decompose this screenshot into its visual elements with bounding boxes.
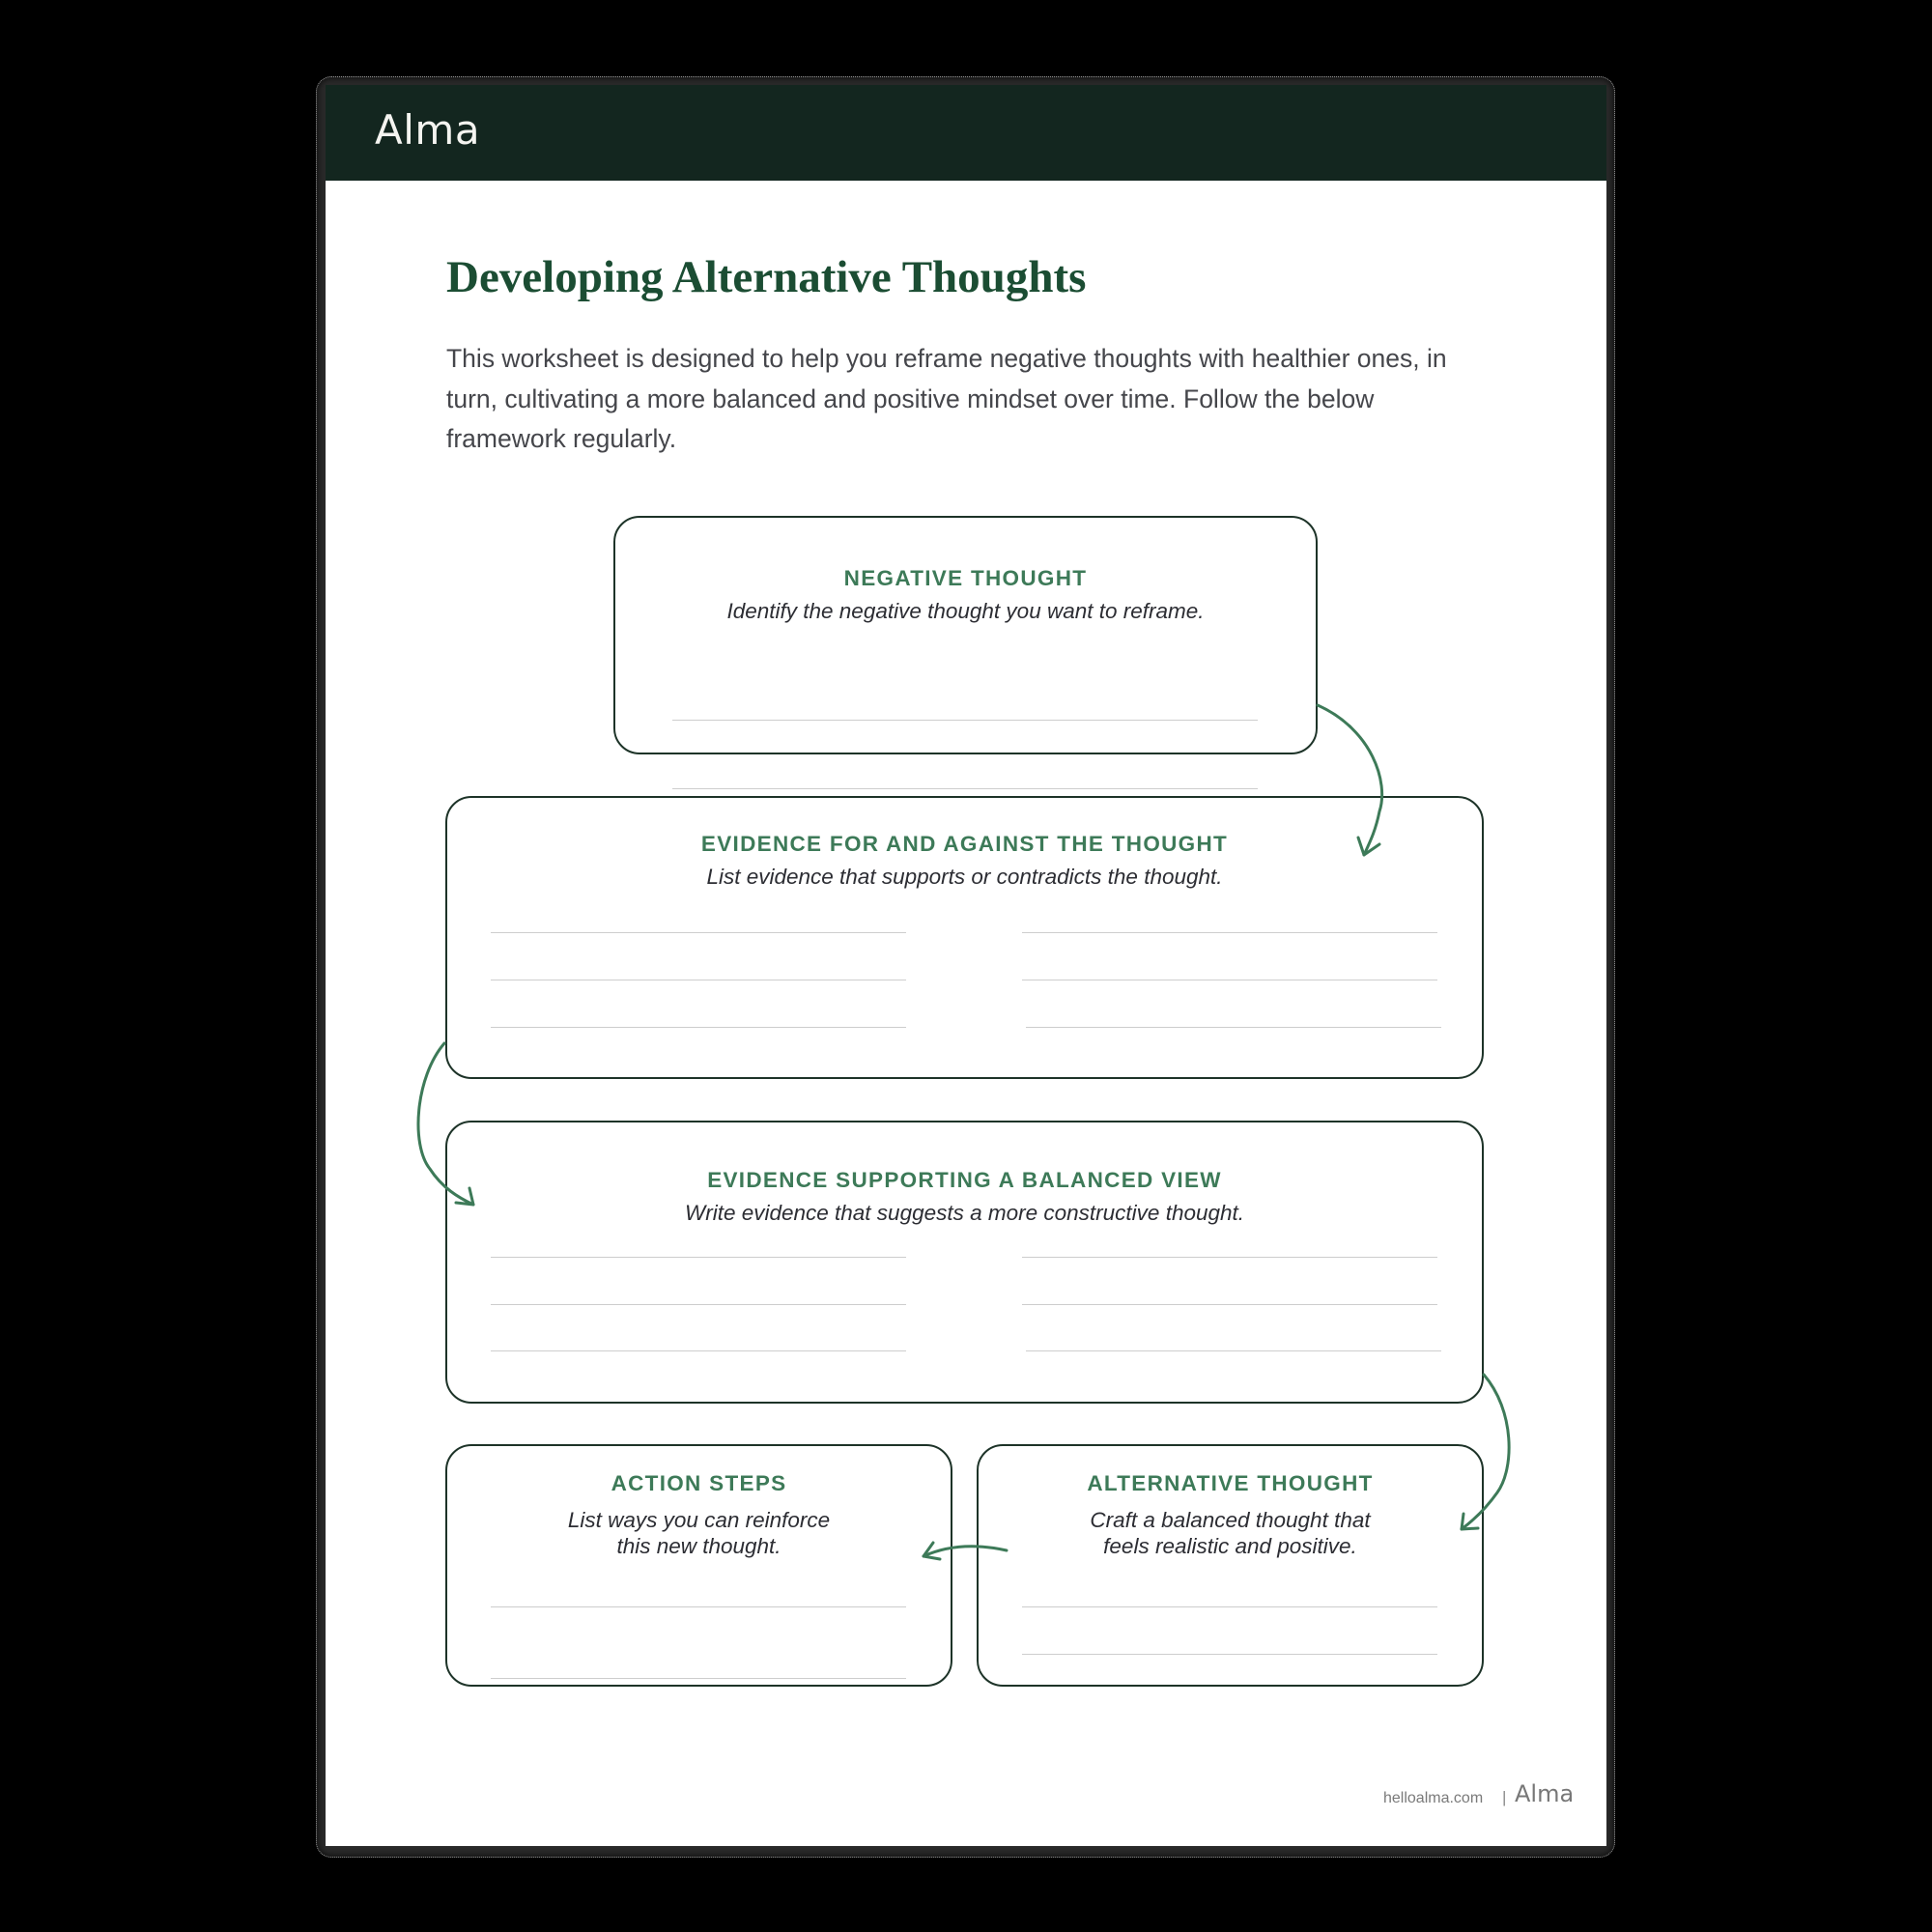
write-line[interactable] — [491, 1350, 906, 1351]
write-line[interactable] — [491, 1606, 906, 1607]
box-description: Craft a balanced thought that feels realistic and positive. — [1090, 1508, 1371, 1558]
footer-alma-logo: Alma — [1515, 1780, 1575, 1807]
box-description: Identify the negative thought you want to reframe. — [726, 599, 1205, 623]
write-line-for[interactable] — [491, 932, 906, 933]
footer-url: helloalma.com — [1383, 1790, 1484, 1806]
write-line[interactable] — [491, 1304, 906, 1305]
write-line[interactable] — [1022, 1304, 1437, 1305]
alma-logo: Alma — [375, 106, 481, 154]
alternative-thought-box — [977, 1444, 1484, 1687]
header-bar — [326, 85, 1606, 181]
page-title: Developing Alternative Thoughts — [446, 252, 1087, 302]
box-description: Write evidence that suggests a more constructive thought. — [684, 1201, 1245, 1225]
write-line[interactable] — [1022, 1606, 1437, 1607]
write-line[interactable] — [1026, 1350, 1441, 1351]
footer-separator: | — [1502, 1788, 1507, 1806]
write-line-against[interactable] — [1026, 1027, 1441, 1028]
balanced-view-box — [445, 1121, 1484, 1404]
worksheet-page — [326, 85, 1606, 1846]
write-line[interactable] — [491, 1678, 906, 1679]
write-line[interactable] — [491, 1257, 906, 1258]
intro-paragraph: This worksheet is designed to help you reframe negative thoughts with healthier ones, in turn, cultivating a more balanced and positive mindset over time. Follow the below framework regularly. — [446, 344, 1447, 453]
box-description: List ways you can reinforce this new thought. — [567, 1508, 831, 1558]
write-line-against[interactable] — [1022, 932, 1437, 933]
box-heading: ACTION STEPS — [611, 1471, 787, 1495]
write-line[interactable] — [1022, 1257, 1437, 1258]
write-line[interactable] — [672, 720, 1258, 721]
action-steps-box — [445, 1444, 952, 1687]
box-heading: NEGATIVE THOUGHT — [843, 566, 1088, 590]
box-heading: EVIDENCE FOR AND AGAINST THE THOUGHT — [700, 832, 1229, 856]
write-line-for[interactable] — [491, 1027, 906, 1028]
box-heading: ALTERNATIVE THOUGHT — [1087, 1471, 1374, 1495]
negative-thought-box — [613, 516, 1318, 754]
box-heading: EVIDENCE SUPPORTING A BALANCED VIEW — [707, 1168, 1222, 1192]
evidence-for-against-box — [445, 796, 1484, 1079]
write-line[interactable] — [672, 788, 1258, 789]
write-line[interactable] — [1022, 1654, 1437, 1655]
box-description: List evidence that supports or contradicts the thought. — [706, 865, 1223, 889]
